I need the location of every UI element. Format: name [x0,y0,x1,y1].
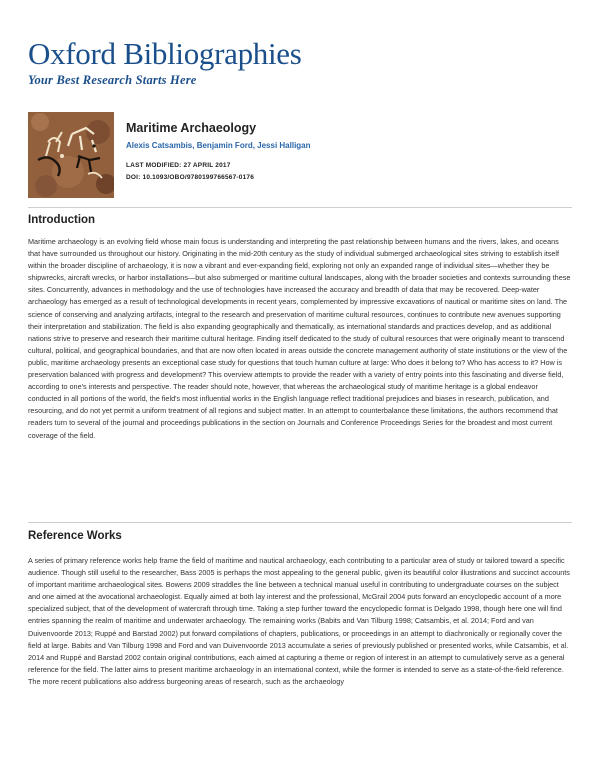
divider [28,207,572,208]
logo-word-bibliographies: Bibliographies [123,36,302,71]
article-authors[interactable]: Alexis Catsambis, Benjamin Ford, Jessi Halligan [126,141,311,150]
divider [28,522,572,523]
oxford-bibliographies-logo[interactable] [28,38,302,88]
rock-art-figures-image [28,112,114,198]
logo-title [28,38,302,69]
logo-tagline: Your Best Research Starts Here [28,73,197,87]
last-modified: LAST MODIFIED: 27 APRIL 2017 [126,162,231,169]
cover-image [28,112,114,198]
doi: DOI: 10.1093/OBO/9780199766567-0176 [126,174,255,181]
section-body-reference-works: A series of primary reference works help frame the field of maritime and nautical archaeology, each contributing to a particular area of study or tailored toward a specific audience. Though still useful to the researcher, Bass 2005 is perhaps the most appealing to the general public, given its beautiful color illustrations and succinct accounts of important maritime archaeological sites. Bowens 2009 straddles the line between a technical manual useful in contributing to undergraduate courses on the subject and one aimed at the avocational archaeologist. Equally aimed at both lay interest and the professional, McGrail 2004 puts forward an encyclopedic account of a more specialized subject, that of the development of watercraft through time. Taking a step further toward the encyclopedic format is Delgado 1998, though here one will find entries spanning the realm of maritime and underwater archaeology. The remaining works (Babits and Van Tilburg 1998; Catsambis, et al. 2014; Ford and van Duivenvoorde 2013; Ruppé and Barstad 2002) put forward compilations of chapters, publications, or proceedings in an attempt to diachronically or regionally cover the field at large. Babits and Van Tilburg 1998 and Ford and van Duivenvoorde 2013 accumulate a series of previously published or presented works, while Catsambis, et al. 2014 and Ruppé and Barstad 2002 contain original contributions, each aimed at capturing a theme or region of interest in an attempt to cumulatively serve as a general reference for the field. The latter aims to present maritime archaeology in an international context, while the former is intended to serve as a state-of-the-field reference. The more recent publications also address burgeoning areas of research, such as the archaeology [28,556,570,686]
logo-word-oxford: Oxford [28,36,116,71]
article-meta [126,121,311,181]
section-heading-introduction: Introduction [28,214,96,226]
section-heading-reference-works: Reference Works [28,530,122,542]
article-title: Maritime Archaeology [126,121,257,135]
section-body-introduction: Maritime archaeology is an evolving field whose main focus is understanding and interpreting the past relationship between humans and the rivers, lakes, and oceans that have surrounded us throughout our history. Originating in the mid-20th century as the study of individual submerged archaeological sites striving to establish itself within the broader discipline of archaeology, it is now a vibrant and ever-expanding field, exploring not only an expanded range of individual sites—whether they be shipwrecks, aircraft wrecks, or harbor installations—but also submerged or maritime cultural landscapes, along with the broader societies and contexts surrounding these sites. Concurrently, advances in methodology and the use of technologies have increased the accuracy and breadth of data that may be recovered. Deep-water archaeology has emerged as a result of technological developments in recent years, complemented by impressive excavations of nautical or maritime sites on land. The science of conserving and analyzing artifacts, integral to the research and preservation of maritime cultural resources, continues to contribute new avenues supporting their interpretation and stabilization. The field is also expanding geographically and thematically, as international standards and practices develop, and as additional nations strive to preserve and research their maritime cultural heritage. Finding itself dedicated to the study of cultural resources that were originally meant to transcend cultural, political, and geographical boundaries, and that are now often located in areas outside the concrete management authority of state institutions or the view of the public, maritime archaeology presents an exceptional case study for questions that touch human culture at large: Who does it belong to? Who has access to it? How is preservation balanced with progress and development? This overview attempts to provide the reader with a variety of entry points into this fascinating and diverse field, according to one's interests and perspective. The reader should note, however, that whereas the archaeological study of maritime heritage is a global endeavor conducted in all portions of the world, the field's most influential works in the English language reflect traditional prejudices and biases in research, publication, and resourcing, and do not yet permit a uniform treatment of all regions and subject matter. In an attempt to counterbalance these limitations, the authors recommend that readers turn to several of the journal and proceedings publications in the section on Journals and Conference Proceedings Series for the broadest and most current coverage of the field. [28,237,571,440]
